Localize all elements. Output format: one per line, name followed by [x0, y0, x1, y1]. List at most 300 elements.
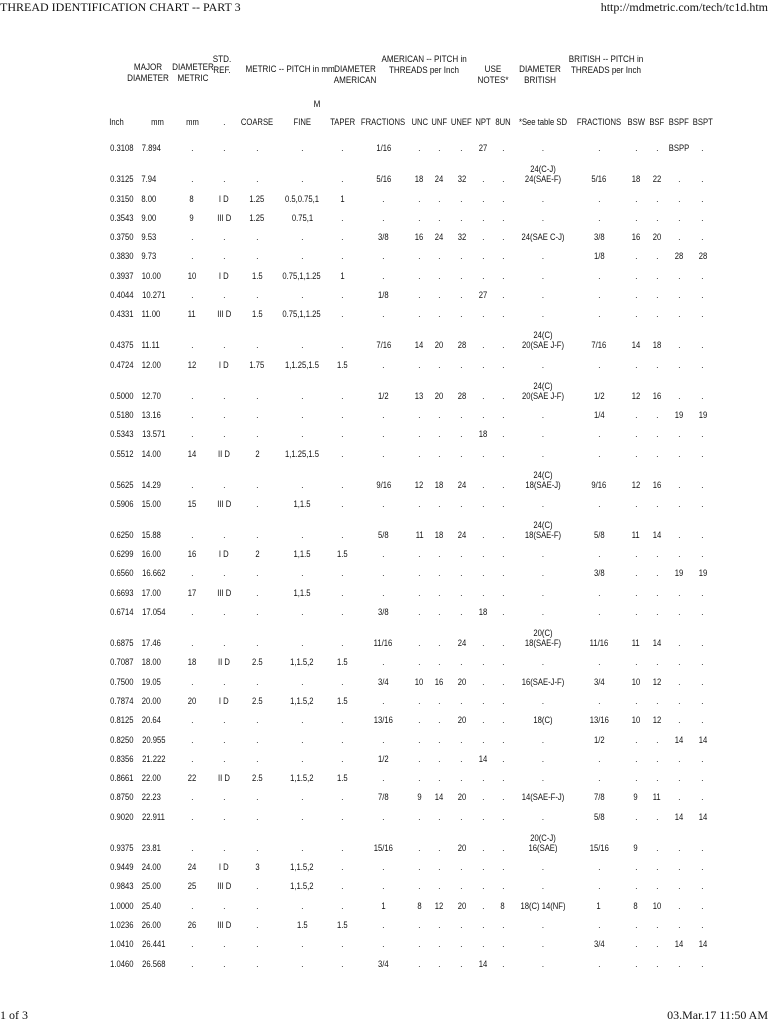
- table-cell: [210, 725, 238, 744]
- cell-text: I D: [219, 862, 229, 873]
- table-cell: [328, 242, 357, 261]
- cell-text: .: [341, 448, 344, 459]
- table-cell: [493, 764, 513, 783]
- table-cell: [493, 872, 513, 891]
- table-cell: [493, 319, 513, 350]
- cell-text: .: [541, 290, 544, 301]
- cell-text: 1.0236: [110, 919, 134, 930]
- page-url[interactable]: http://mdmetric.com/tech/tc1d.htm: [600, 0, 768, 14]
- table-cell: [625, 802, 647, 821]
- cell-text: .: [677, 900, 680, 911]
- table-cell: [238, 783, 276, 802]
- cell-text: .: [382, 587, 385, 598]
- cell-text: .: [482, 900, 485, 911]
- cell-text: 19: [674, 568, 684, 579]
- cell-text: .: [460, 448, 463, 459]
- cell-text: .: [597, 657, 600, 668]
- table-cell: [104, 559, 140, 578]
- cell-text: .: [190, 232, 194, 243]
- table-cell: [104, 153, 140, 184]
- table-cell: [104, 300, 140, 319]
- table-cell: [513, 949, 573, 968]
- cell-text: 1: [340, 193, 345, 204]
- cell-text: .: [255, 811, 259, 822]
- cell-text: 18: [187, 657, 197, 668]
- cell-text: .: [382, 448, 385, 459]
- cell-text: III D: [216, 212, 232, 223]
- cell-text: .: [300, 900, 304, 911]
- table-cell: [667, 783, 691, 802]
- cell-text: .: [460, 568, 463, 579]
- cell-text: 0.4331: [110, 309, 134, 320]
- cell-text: .: [382, 429, 385, 440]
- cell-text: 14: [435, 792, 444, 803]
- cell-text: .: [482, 792, 485, 803]
- cell-text: .: [677, 270, 680, 281]
- cell-text: .: [460, 290, 463, 301]
- table-cell: [174, 745, 210, 764]
- cell-text: .: [460, 359, 463, 370]
- table-cell: [210, 300, 238, 319]
- cell-text: .: [655, 359, 658, 370]
- table-cell: [104, 350, 140, 369]
- table-cell: [429, 822, 449, 853]
- cell-text: 1: [340, 270, 345, 281]
- table-cell: [691, 617, 715, 648]
- cell-text: .: [541, 657, 544, 668]
- table-cell: [238, 242, 276, 261]
- cell-text: .: [222, 143, 226, 154]
- cell-text: .: [255, 753, 259, 764]
- table-cell: [691, 370, 715, 401]
- cell-text: .: [677, 881, 680, 892]
- table-cell: [493, 687, 513, 706]
- table-cell: [140, 853, 174, 872]
- table-cell: [140, 617, 174, 648]
- table-cell: [513, 153, 573, 184]
- table-cell: [210, 242, 238, 261]
- cell-text: 18: [435, 529, 444, 540]
- table-cell: [429, 949, 449, 968]
- cell-text: .: [597, 290, 600, 301]
- table-cell: [238, 822, 276, 853]
- header-line: METRIC: [177, 73, 209, 84]
- cell-text: .: [255, 174, 259, 185]
- cell-text: .: [341, 958, 344, 969]
- table-cell: [174, 853, 210, 872]
- table-cell: [174, 667, 210, 686]
- header-line: DIAMETER: [127, 73, 169, 84]
- table-cell: [104, 459, 140, 490]
- cell-text: .: [482, 734, 485, 745]
- table-cell: [140, 745, 174, 764]
- table-cell: [140, 706, 174, 725]
- cell-text: .: [341, 290, 344, 301]
- table-cell: [429, 617, 449, 648]
- cell-text: 0.8356: [110, 753, 134, 764]
- table-cell: [449, 706, 474, 725]
- cell-text: .: [438, 587, 441, 598]
- cell-text: .: [382, 919, 385, 930]
- cell-text: 0.6875: [110, 638, 134, 649]
- cell-text: 3/8: [593, 568, 605, 579]
- cell-text: 12: [631, 390, 641, 401]
- cell-text: .: [418, 881, 421, 892]
- table-cell: [573, 300, 625, 319]
- table-cell: [429, 598, 449, 617]
- cell-text: .: [418, 270, 421, 281]
- table-cell: [328, 319, 357, 350]
- table-cell: [276, 490, 328, 509]
- cell-text: .: [341, 340, 344, 351]
- cell-text: .: [597, 309, 600, 320]
- table-cell: [357, 667, 409, 686]
- cell-text: .: [597, 695, 600, 706]
- cell-text: .: [597, 429, 600, 440]
- table-cell: [210, 911, 238, 930]
- cell-text: .: [255, 390, 259, 401]
- cell-text: .: [300, 939, 304, 950]
- table-cell: [449, 617, 474, 648]
- cell-text: .: [634, 773, 637, 784]
- table-cell: [513, 745, 573, 764]
- cell-text: .: [482, 773, 485, 784]
- cell-text: 8: [417, 900, 422, 911]
- cell-text: II D: [218, 773, 230, 784]
- cell-text: .: [255, 919, 259, 930]
- cell-text: .: [438, 958, 441, 969]
- table-cell: [647, 764, 667, 783]
- table-cell: [625, 783, 647, 802]
- table-cell: [174, 439, 210, 458]
- cell-text: .: [255, 143, 259, 154]
- table-cell: [409, 667, 429, 686]
- table-cell: [357, 853, 409, 872]
- cell-text: .: [655, 919, 658, 930]
- table-cell: [174, 648, 210, 667]
- column-header: [691, 110, 715, 134]
- cell-text: 14: [674, 939, 684, 950]
- table-cell: [238, 706, 276, 725]
- cell-text: 2.5: [251, 695, 263, 706]
- table-cell: [625, 204, 647, 223]
- cell-text: .: [341, 676, 344, 687]
- cell-text: .: [541, 607, 544, 618]
- cell-text: 11/16: [374, 638, 393, 649]
- table-cell: [409, 153, 429, 184]
- cell-text: 9.73: [141, 251, 157, 262]
- table-cell: [429, 223, 449, 242]
- table-cell: [493, 153, 513, 184]
- table-cell: [140, 134, 174, 153]
- table-cell: [474, 745, 493, 764]
- table-cell: [647, 725, 667, 744]
- cell-text: .: [382, 309, 385, 320]
- cell-text: .: [482, 390, 485, 401]
- table-cell: [647, 300, 667, 319]
- table-cell: [513, 184, 573, 203]
- table-cell: [691, 598, 715, 617]
- table-cell: [647, 281, 667, 300]
- table-cell: [140, 783, 174, 802]
- cell-text: .: [255, 498, 259, 509]
- cell-text: .: [677, 174, 680, 185]
- table-cell: [328, 300, 357, 319]
- cell-text: .: [460, 939, 463, 950]
- cell-text: .: [655, 587, 658, 598]
- table-cell: [357, 281, 409, 300]
- table-cell: [174, 559, 210, 578]
- table-cell: [573, 559, 625, 578]
- table-cell: [238, 764, 276, 783]
- cell-text: 1.75: [249, 359, 265, 370]
- table-cell: [513, 223, 573, 242]
- cell-text: 1/2: [378, 753, 389, 764]
- table-cell: [474, 281, 493, 300]
- table-cell: [449, 223, 474, 242]
- cell-text: 1/8: [378, 290, 389, 301]
- cell-text: .: [190, 529, 194, 540]
- cell-text: 10: [415, 676, 424, 687]
- column-header-text: FINE: [293, 117, 311, 127]
- cell-text: .: [501, 715, 504, 726]
- cell-text: .: [541, 939, 544, 950]
- table-cell: [691, 261, 715, 280]
- cell-text: .: [438, 143, 441, 154]
- table-cell: [513, 401, 573, 420]
- table-cell: [409, 706, 429, 725]
- cell-text: .: [255, 429, 259, 440]
- cell-text: .: [501, 773, 504, 784]
- table-cell: [513, 872, 573, 891]
- table-cell: [104, 370, 140, 401]
- table-cell: [238, 319, 276, 350]
- cell-text: .: [501, 270, 504, 281]
- cell-text: .: [222, 676, 226, 687]
- cell-text: 14: [674, 811, 684, 822]
- cell-text: .: [418, 753, 421, 764]
- table-cell: [449, 891, 474, 910]
- table-cell: [429, 783, 449, 802]
- cell-text: .: [438, 429, 441, 440]
- table-cell: [429, 725, 449, 744]
- table-cell: [493, 370, 513, 401]
- cell-text: 10: [631, 715, 641, 726]
- table-cell: [647, 134, 667, 153]
- table-cell: [474, 153, 493, 184]
- cell-text: 8: [500, 900, 505, 911]
- table-cell: [691, 184, 715, 203]
- cell-text: .: [190, 676, 194, 687]
- table-cell: [493, 490, 513, 509]
- cell-text: 0.5625: [110, 479, 134, 490]
- cell-text: 19.05: [141, 676, 161, 687]
- cell-text: .: [701, 842, 704, 853]
- table-cell: [238, 559, 276, 578]
- table-cell: [493, 439, 513, 458]
- table-cell: [409, 598, 429, 617]
- table-cell: [474, 783, 493, 802]
- cell-text: 13.16: [141, 409, 161, 420]
- cell-text: .: [701, 193, 704, 204]
- table-cell: [409, 509, 429, 540]
- table-cell: [625, 300, 647, 319]
- table-cell: [667, 490, 691, 509]
- table-cell: [691, 490, 715, 509]
- table-cell: [140, 184, 174, 203]
- table-cell: [409, 745, 429, 764]
- table-cell: [276, 223, 328, 242]
- table-cell: [625, 578, 647, 597]
- table-row: [104, 764, 714, 783]
- cell-text: .: [541, 919, 544, 930]
- cell-text: 1.5: [337, 359, 348, 370]
- table-cell: [140, 509, 174, 540]
- cell-text: .: [634, 270, 637, 281]
- cell-text: 24: [435, 232, 444, 243]
- cell-text: .: [341, 881, 344, 892]
- cell-text: .: [190, 340, 194, 351]
- table-cell: [276, 667, 328, 686]
- cell-text: .: [701, 958, 704, 969]
- table-cell: [474, 401, 493, 420]
- cell-text: .: [418, 773, 421, 784]
- cell-text: 10: [631, 676, 641, 687]
- table-cell: [493, 648, 513, 667]
- table-cell: [328, 261, 357, 280]
- cell-text: .: [541, 549, 544, 560]
- cell-text: .: [677, 340, 680, 351]
- cell-text: 20: [187, 695, 197, 706]
- table-cell: [238, 617, 276, 648]
- cell-text: 7/8: [378, 792, 389, 803]
- cell-text: 0.9375: [110, 842, 134, 853]
- cell-text: I D: [219, 270, 229, 281]
- table-cell: [238, 370, 276, 401]
- cell-text: 15: [187, 498, 197, 509]
- table-cell: [174, 783, 210, 802]
- table-cell: [667, 153, 691, 184]
- cell-text: .: [677, 657, 680, 668]
- cell-text: .: [634, 695, 637, 706]
- cell-text: III D: [216, 309, 232, 320]
- cell-text: 11/16: [589, 638, 609, 649]
- cell-text: .: [438, 638, 441, 649]
- cell-text: 1/2: [378, 390, 389, 401]
- table-cell: [647, 802, 667, 821]
- table-cell: [210, 439, 238, 458]
- cell-text: 20(C-J) 16(SAE): [528, 832, 558, 853]
- table-cell: [493, 617, 513, 648]
- table-cell: [691, 648, 715, 667]
- column-header-text: Inch: [109, 117, 124, 127]
- cell-text: .: [634, 734, 637, 745]
- table-cell: [238, 725, 276, 744]
- table-cell: [104, 204, 140, 223]
- cell-text: 16.662: [142, 568, 166, 579]
- column-header-text: .: [222, 117, 226, 127]
- table-cell: [174, 725, 210, 744]
- cell-text: .: [438, 212, 441, 223]
- cell-text: 1: [381, 900, 386, 911]
- table-cell: [238, 439, 276, 458]
- column-header-text: NPT: [475, 117, 492, 127]
- table-cell: [625, 490, 647, 509]
- table-cell: [357, 459, 409, 490]
- cell-text: .: [382, 270, 385, 281]
- table-cell: [429, 687, 449, 706]
- table-cell: [357, 134, 409, 153]
- table-cell: [493, 783, 513, 802]
- table-cell: [357, 891, 409, 910]
- cell-text: .: [541, 958, 544, 969]
- table-cell: [429, 648, 449, 667]
- table-cell: [210, 617, 238, 648]
- cell-text: .: [382, 881, 385, 892]
- column-header: [328, 110, 357, 134]
- table-cell: [625, 667, 647, 686]
- table-cell: [691, 949, 715, 968]
- cell-text: 32: [457, 232, 466, 243]
- table-cell: [691, 764, 715, 783]
- table-cell: [140, 802, 174, 821]
- cell-text: 9.00: [141, 212, 157, 223]
- table-cell: [276, 706, 328, 725]
- table-cell: [328, 891, 357, 910]
- cell-text: .: [501, 409, 504, 420]
- table-cell: [691, 509, 715, 540]
- table-cell: [493, 745, 513, 764]
- table-cell: [573, 667, 625, 686]
- table-cell: [691, 745, 715, 764]
- table-cell: [210, 706, 238, 725]
- table-cell: [328, 648, 357, 667]
- header-line: BRITISH: [524, 75, 556, 86]
- header-metric-pitch: [245, 64, 335, 75]
- cell-text: 3/4: [378, 958, 389, 969]
- cell-text: 20: [457, 842, 466, 853]
- table-cell: [357, 687, 409, 706]
- table-cell: [174, 911, 210, 930]
- cell-text: .: [300, 715, 304, 726]
- table-cell: [573, 223, 625, 242]
- cell-text: .: [541, 734, 544, 745]
- table-cell: [449, 420, 474, 439]
- table-cell: [357, 648, 409, 667]
- cell-text: .: [677, 715, 680, 726]
- table-cell: [104, 783, 140, 802]
- table-cell: [647, 745, 667, 764]
- table-cell: [625, 687, 647, 706]
- table-cell: [429, 319, 449, 350]
- table-cell: [493, 223, 513, 242]
- table-cell: [667, 764, 691, 783]
- table-cell: [625, 706, 647, 725]
- table-cell: [429, 300, 449, 319]
- cell-text: .: [597, 773, 600, 784]
- table-cell: [449, 745, 474, 764]
- table-cell: [238, 401, 276, 420]
- cell-text: 20: [457, 792, 466, 803]
- table-cell: [667, 706, 691, 725]
- table-cell: [449, 242, 474, 261]
- table-cell: [429, 242, 449, 261]
- table-cell: [357, 764, 409, 783]
- table-row: [104, 490, 714, 509]
- table-cell: [409, 930, 429, 949]
- cell-text: .: [501, 143, 504, 154]
- table-cell: [667, 319, 691, 350]
